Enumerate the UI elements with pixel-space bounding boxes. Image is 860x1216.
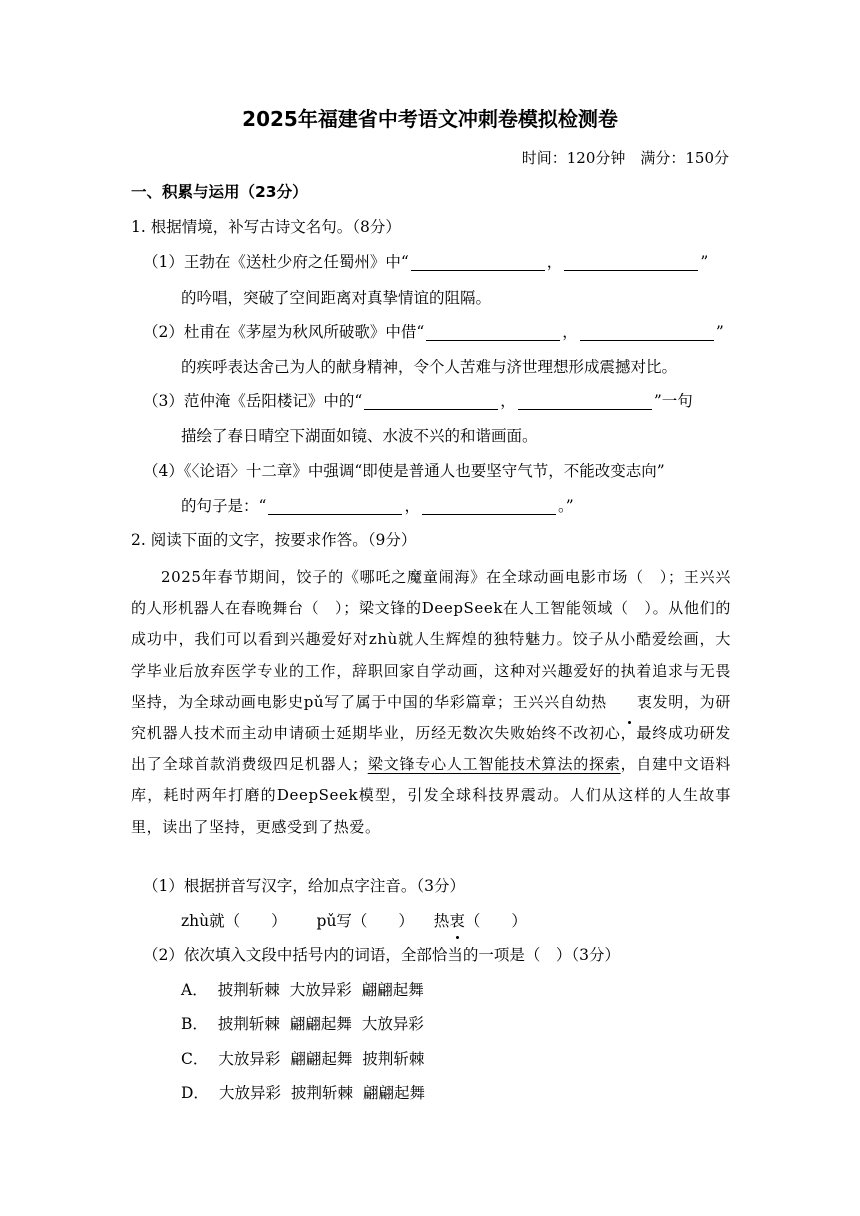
reading-passage: 2025年春节期间，饺子的《哪吒之魔童闹海》在全球动画电影市场（ ）；王兴兴的人形机器人在春晚舞台（ ）；梁文锋的DeepSeek在人工智能领域（ ）。从他们的成功中，我们可以看到兴趣爱好对zhù就人生辉煌的独特魅力。饺子从小酷爱绘画，大学毕业后放弃医学专业的工作，辞职回家自学动画，这种对兴趣爱好的执着追求与无畏坚持，为全球动画电影史pǔ写了属于中国的华彩篇章；王兴兴自幼热 衷发明，为研究机器人技术而主动申请硕士延期毕业，历经无数次失败始终不改初心，最终成功研发出了全球首款消费级四足机器人；梁文锋专心人工智能技术算法的探索，自建中文语料库，耗时两年打磨的DeepSeek模型，引发全球科技界震动。人们从这样的人生故事里，读出了坚持，更感受到了热爱。 bbox=[131, 568, 731, 836]
underlined-sentence: 梁文锋专心人工智能技术算法的探索 bbox=[367, 755, 621, 774]
answer-blank[interactable] bbox=[518, 391, 652, 410]
q2-sub2: （2）依次填入文段中括号内的词语，全部恰当的一项是（ ）（3分） bbox=[143, 946, 620, 964]
q1-sub2: （2）杜甫在《茅屋为秋风所破歌》中借“ ， ” bbox=[143, 323, 724, 341]
q1-sub2-line2: 的疾呼表达舍己为人的献身精神，令个人苦难与济世理想形成震撼对比。 bbox=[181, 358, 678, 376]
time-score-info: 时间：120分钟 满分：150分 bbox=[521, 149, 729, 167]
q1-sub3-line2: 描绘了春日晴空下湖面如镜、水波不兴的和谐画面。 bbox=[181, 427, 538, 445]
option-a[interactable]: A． 披荆斩棘 大放异彩 翩翩起舞 bbox=[181, 981, 424, 999]
answer-blank[interactable] bbox=[364, 391, 498, 410]
q1-sub3: （3）范仲淹《岳阳楼记》中的“ ， ”一句 bbox=[143, 392, 693, 410]
q2-stem: 2. 阅读下面的文字，按要求作答。（9分） bbox=[131, 531, 417, 549]
q1-sub1: （1）王勃在《送杜少府之任蜀州》中“ ， ” bbox=[143, 253, 709, 271]
dotted-char: 衷 bbox=[449, 909, 465, 933]
q1-sub1-line2: 的吟唱，突破了空间距离对真挚情谊的阻隔。 bbox=[181, 289, 492, 307]
q1-sub4-line2: 的句子是：“ ， 。” bbox=[181, 497, 574, 515]
dotted-char: 衷 bbox=[607, 687, 653, 718]
section-heading: 一、积累与运用（23分） bbox=[131, 183, 308, 201]
option-c[interactable]: C． 大放异彩 翩翩起舞 披荆斩棘 bbox=[181, 1050, 425, 1068]
option-b[interactable]: B． 披荆斩棘 翩翩起舞 大放异彩 bbox=[181, 1015, 424, 1033]
q2-sub1-items: zhù就（ ） pǔ写（ ） 热衷（ ） bbox=[181, 909, 527, 933]
answer-blank[interactable] bbox=[580, 322, 714, 341]
answer-blank[interactable] bbox=[422, 496, 556, 515]
answer-blank[interactable] bbox=[564, 252, 698, 271]
answer-blank[interactable] bbox=[426, 322, 560, 341]
answer-blank[interactable] bbox=[268, 496, 402, 515]
answer-blank[interactable] bbox=[411, 252, 545, 271]
exam-title: 2025年福建省中考语文冲刺卷模拟检测卷 bbox=[242, 107, 618, 131]
q2-sub1: （1）根据拼音写汉字，给加点字注音。（3分） bbox=[143, 877, 465, 895]
q1-stem: 1. 根据情境，补写古诗文名句。（8分） bbox=[131, 218, 401, 236]
option-d[interactable]: D． 大放异彩 披荆斩棘 翩翩起舞 bbox=[181, 1084, 425, 1102]
q1-sub4: （4）《〈论语〉十二章》中强调“即使是普通人也要坚守气节，不能改变志向” bbox=[143, 462, 665, 480]
